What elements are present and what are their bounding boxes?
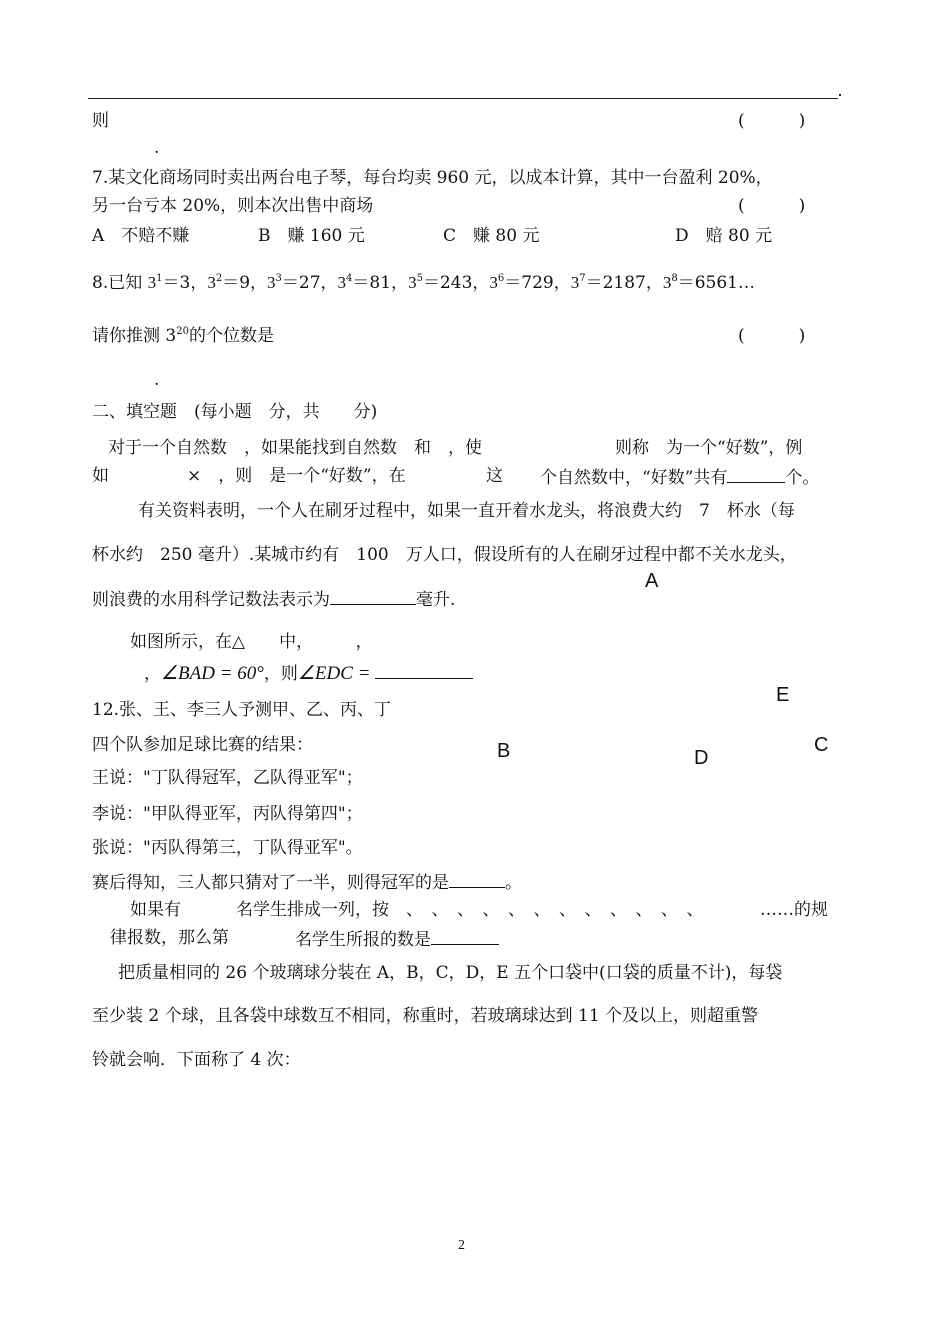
q8-power-base: 3 <box>147 273 157 292</box>
q8-line1 <box>92 274 755 292</box>
q13-line1-c: ……的规 <box>760 900 828 920</box>
q8-power-exp: 4 <box>346 273 353 284</box>
q10-answer-blank[interactable] <box>330 590 416 605</box>
q9-line2-e: 个。 <box>785 468 820 488</box>
q11-answer-blank[interactable] <box>375 664 473 679</box>
q7-option-b: B 赚 160 元 <box>258 226 365 246</box>
q14-line2: 至少装 2 个球，且各袋中球数互不相同，称重时，若玻璃球达到 11 个及以上，则超重警 <box>92 1006 759 1026</box>
q8-line2-text: 请你推测 3 <box>92 326 177 346</box>
q8-power-base: 3 <box>489 273 498 292</box>
q12-line: 李说："甲队得亚军，丙队得第四"； <box>92 804 363 824</box>
q8-power-value: ＝81， <box>352 273 409 293</box>
figure-label-a: A <box>645 570 659 592</box>
q9-line2-c: 这 <box>486 466 503 486</box>
q8-line2-text-end: 的个位数是 <box>188 326 274 346</box>
q14-line1: 把质量相同的 26 个玻璃球分装在 A，B，C，D，E 五个口袋中(口袋的质量不计)，每袋 <box>118 963 783 983</box>
q8-power-exp: 5 <box>416 273 423 284</box>
q13-line2-text: 名学生所报的数是 <box>295 930 431 950</box>
q12-last-line <box>92 874 522 892</box>
q8-dot: . <box>154 370 160 390</box>
figure-label-b: B <box>497 740 511 762</box>
q7-line2: 另一台亏本 20%，则本次出售中商场 <box>92 196 374 216</box>
q8-power-base: 3 <box>662 273 672 292</box>
q8-power-exp: 2 <box>215 273 223 284</box>
q7-option-d: D 赔 80 元 <box>675 226 773 246</box>
q9-line1-a: 对于一个自然数 ，如果能找到自然数 和 ，使 <box>108 438 482 458</box>
q11-line1: 如图所示，在△ 中， ， <box>130 632 373 652</box>
q10-line3-unit: 毫升. <box>416 590 456 610</box>
q8-power-exp: 1 <box>156 273 163 284</box>
q9-line1-b: 则称 为一个“好数”，例 <box>615 438 803 458</box>
q9-line2-b: × ，则 是一个“好数”，在 <box>187 466 406 486</box>
q8-power-exp: 6 <box>497 273 505 284</box>
q7-answer-paren: ( ) <box>738 196 806 216</box>
q11-line2 <box>144 664 473 683</box>
q12-line: 张说："丙队得第三，丁队得亚军"。 <box>92 838 363 858</box>
q10-line2: 杯水约 250 毫升）.某城市约有 100 万人口，假设所有的人在刷牙过程中都不关水龙头， <box>92 545 797 565</box>
q7-option-c: C 赚 80 元 <box>443 226 540 246</box>
q11-line2-sep: ， <box>144 664 161 684</box>
q13-line2-a: 律报数，那么第 <box>110 928 229 948</box>
q7-option-a: A 不赔不赚 <box>92 226 190 246</box>
q8-power-value: ＝243， <box>422 273 490 293</box>
header-rule <box>88 98 838 99</box>
q11-angle-bad: ∠BAD = 60° <box>161 663 264 684</box>
q8-power-value: ＝6561… <box>677 273 755 293</box>
q8-power-exp: 7 <box>579 273 586 284</box>
q8-power-value: ＝3， <box>162 273 208 293</box>
q13-line1-a: 如果有 <box>130 900 181 920</box>
header-rule-mark <box>839 94 841 96</box>
q13-answer-blank[interactable] <box>431 930 499 945</box>
q9-answer-blank[interactable] <box>727 468 785 483</box>
page-number: 2 <box>458 1238 465 1253</box>
q11-line2-then: ，则 <box>263 664 298 684</box>
q6-answer-paren: ( ) <box>738 111 806 131</box>
q12-last-end: 。 <box>505 873 522 893</box>
q8-power-base: 3 <box>207 273 216 292</box>
q8-answer-paren: ( ) <box>738 326 806 346</box>
q8-power-base: 3 <box>337 273 347 292</box>
q8-power-value: ＝2187， <box>585 273 663 293</box>
q8-prefix: 8.已知 <box>92 273 148 293</box>
figure-label-e: E <box>776 684 790 706</box>
q8-power-value: ＝9， <box>222 273 268 293</box>
q10-line1: 有关资料表明，一个人在刷牙过程中，如果一直开着水龙头，将浪费大约 7 杯水（每 <box>138 501 795 521</box>
figure-label-c: C <box>814 734 829 756</box>
figure-label-d: D <box>694 747 709 769</box>
q8-power-value: ＝729， <box>504 273 571 293</box>
q12-line: 四个队参加足球比赛的结果： <box>92 735 313 755</box>
q6-tail-text: 则 <box>92 111 109 131</box>
section-heading: 二、填空题 (每小题 分，共 分) <box>92 402 378 422</box>
q9-line2-d-text: 个自然数中，“好数”共有 <box>540 468 728 488</box>
q12-answer-blank[interactable] <box>449 874 505 888</box>
q11-angle-edc: ∠EDC = <box>297 663 371 684</box>
q8-power-base: 3 <box>408 273 417 292</box>
q6-dot: . <box>154 138 160 158</box>
q8-line2 <box>92 328 274 345</box>
q8-power-base: 3 <box>267 273 276 292</box>
q7-line1: 7.某文化商场同时卖出两台电子琴，每台均卖 960 元，以成本计算，其中一台盈利 20%， <box>92 168 773 188</box>
q8-power-base: 3 <box>570 273 580 292</box>
q8-power-exp: 8 <box>671 273 678 284</box>
q12-last-text: 赛后得知，三人都只猜对了一半，则得冠军的是 <box>92 873 449 893</box>
q10-line3-text: 则浪费的水用科学记数法表示为 <box>92 590 330 610</box>
q8-line2-exp: 20 <box>176 326 189 337</box>
q13-line1-b: 名学生排成一列，按 、 、 、 、 、 、 、 、 、 、 、 、 <box>236 900 704 920</box>
q8-power-value: ＝27， <box>281 273 338 293</box>
q8-power-exp: 3 <box>275 273 282 284</box>
q12-line: 12.张、王、李三人予测甲、乙、丙、丁 <box>92 700 392 720</box>
q9-line2-a: 如 <box>92 466 109 486</box>
q13-line2-b <box>295 930 499 949</box>
q10-line3 <box>92 590 455 609</box>
q14-line3: 铃就会响．下面称了 4 次： <box>92 1050 301 1070</box>
q12-line: 王说："丁队得冠军，乙队得亚军"； <box>92 768 363 788</box>
q9-line2-d <box>540 468 819 487</box>
